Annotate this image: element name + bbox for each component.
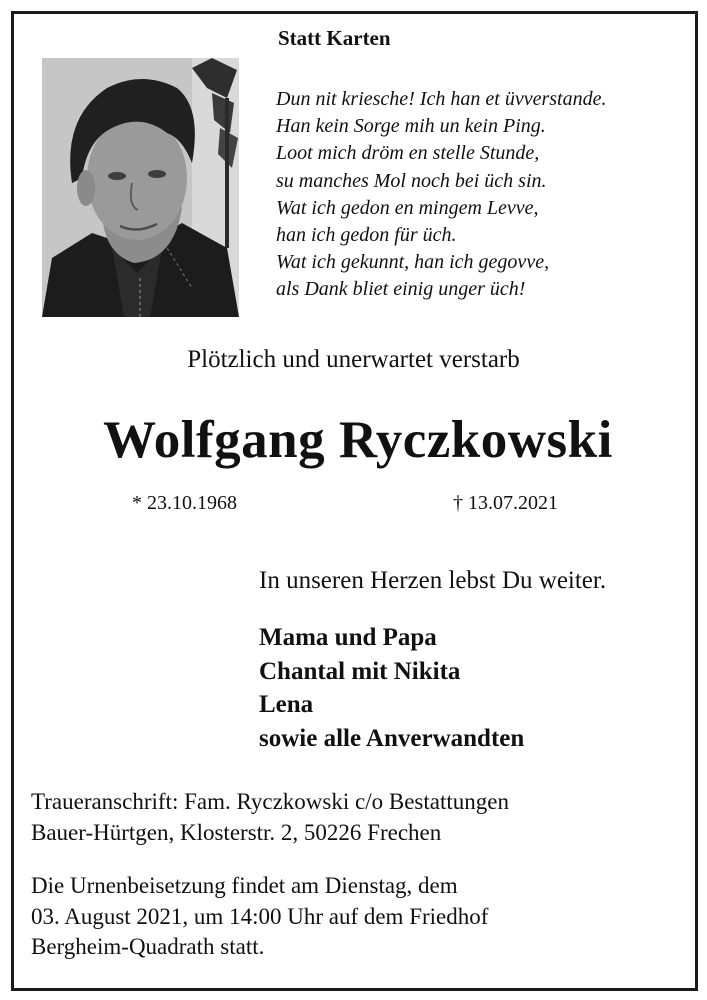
burial-line: Die Urnenbeisetzung findet am Dienstag, dem — [31, 873, 458, 898]
portrait-illustration — [42, 58, 239, 317]
mourners-list — [259, 621, 524, 755]
poem-line: su manches Mol noch bei üch sin. — [276, 169, 547, 192]
poem — [276, 86, 606, 304]
burial-line: Bergheim-Quadrath statt. — [31, 934, 265, 959]
death-date: † 13.07.2021 — [453, 492, 558, 514]
mourning-address — [31, 787, 509, 848]
poem-line: Wat ich gedon en mingem Levve, — [276, 196, 539, 219]
poem-line: Loot mich dröm en stelle Stunde, — [276, 142, 540, 165]
header-title: Statt Karten — [278, 26, 391, 50]
birth-date: * 23.10.1968 — [132, 492, 237, 514]
mourner-name: sowie alle Anverwandten — [259, 724, 525, 752]
portrait-photo — [42, 58, 239, 317]
poem-line: Han kein Sorge mih un kein Ping. — [276, 115, 546, 138]
poem-line: Wat ich gekunnt, han ich gegovve, — [276, 251, 550, 274]
memorial-motto: In unseren Herzen lebst Du weiter. — [259, 567, 607, 594]
death-announcement-intro: Plötzlich und unerwartet verstarb — [187, 346, 520, 373]
mourner-name: Mama und Papa — [259, 624, 437, 651]
burial-info — [31, 871, 488, 963]
mourner-name: Chantal mit Nikita — [259, 657, 461, 685]
address-line: Traueranschrift: Fam. Ryczkowski c/o Bestattungen — [31, 789, 509, 814]
poem-line: han ich gedon für üch. — [276, 224, 457, 247]
mourner-name: Lena — [259, 691, 314, 718]
address-line: Bauer-Hürtgen, Klosterstr. 2, 50226 Frechen — [31, 819, 442, 845]
burial-line: 03. August 2021, um 14:00 Uhr auf dem Friedhof — [31, 903, 489, 929]
poem-line: als Dank bliet einig unger üch! — [276, 278, 526, 301]
poem-line: Dun nit kriesche! Ich han et üvverstande. — [276, 88, 607, 110]
deceased-name: Wolfgang Ryczkowski — [103, 411, 613, 469]
